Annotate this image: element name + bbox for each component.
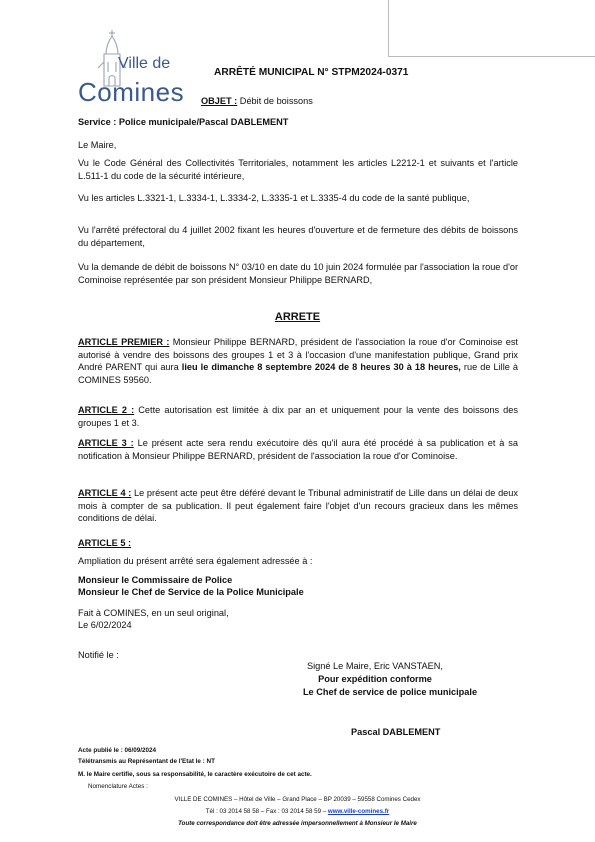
article-3 [78, 437, 518, 462]
article-1-label: ARTICLE PREMIER : [78, 337, 170, 347]
vu-paragraph-4: Vu la demande de débit de boissons N° 03/10 en date du 10 juin 2024 formulée par l'association la roue d'or Cominoise représentée par son président Monsieur Philippe BERNARD, [78, 262, 518, 285]
article-2-label: ARTICLE 2 : [78, 405, 135, 415]
footer-phone-fax: Tél : 03 2014 58 58 – Fax : 03 2014 58 59 – [205, 808, 328, 815]
fait-date: Le 6/02/2024 [78, 620, 132, 630]
footer-address: VILLE DE COMINES – Hôtel de Ville – Grand Place – BP 20039 – 59558 Comines Cedex [174, 796, 421, 803]
article-5-label: ARTICLE 5 : [78, 538, 132, 548]
vu-paragraph-1: Vu le Code Général des Collectivités Territoriales, notamment les articles L2212-1 et suivants et l'article L.511-1 du code de la sécurité intérieure, [78, 158, 518, 181]
footer-nomenclature: Nomenclature Actes : [88, 783, 148, 790]
city-logo [74, 22, 204, 110]
notifie-line: Notifié le : [78, 650, 119, 660]
arrete-heading: ARRETE [274, 311, 321, 323]
maire-line: Le Maire, [78, 140, 117, 150]
article-4-label: ARTICLE 4 : [78, 488, 132, 498]
article-5-text: Ampliation du présent arrêté sera également adressée à : [78, 556, 313, 566]
signature-line-1: Signé Le Maire, Eric VANSTAEN, [307, 661, 443, 671]
signature-line-2: Pour expédition conforme [318, 674, 432, 684]
vu-paragraph-2: Vu les articles L.3321-1, L.3334-1, L.3334-2, L.3335-1 et L.3335-4 du code de la santé publique, [78, 193, 470, 203]
footer-certifie: M. le Maire certifie, sous sa responsabilité, le caractère exécutoire de cet acte. [78, 771, 312, 778]
article-1-text: Monsieur Philippe BERNARD, président de l'association la roue d'or Cominoise est autorisé à vendre des boissons des groupes 1 et 3 à l'occasion d'une manifestation publique, Grand prix André PARENT qui aura [78, 337, 518, 372]
service-line: Service : Police municipale/Pascal DABLEMENT [78, 117, 289, 127]
logo-line1: Ville de [118, 55, 171, 72]
vu-paragraph-3: Vu l'arrêté préfectoral du 4 juillet 2002 fixant les heures d'ouverture et de fermeture des débits de boissons du département, [78, 225, 518, 248]
article-4-text: Le présent acte peut être déféré devant le Tribunal administratif de Lille dans un délai de deux mois à compter de sa publication. Il peut également faire l'objet d'un recours gracieux dans les mêmes conditions de délai. [78, 488, 518, 523]
article-3-text: Le présent acte sera rendu exécutoire dès qu'il aura été procédé à sa publication et à sa notification à Monsieur Philippe BERNARD, président de l'association la roue d'or Cominoise. [78, 438, 518, 461]
article-2-text: Cette autorisation est limitée à dix par an et uniquement pour la vente des boissons des groupes 1 et 3. [78, 405, 518, 428]
page-title: ARRÊTÉ MUNICIPAL N° STPM2024-0371 [214, 67, 409, 78]
recipient-1: Monsieur le Commissaire de Police [78, 575, 233, 585]
article-1-date: lieu le dimanche 8 septembre 2024 de 8 heures 30 à 18 heures, [181, 362, 461, 372]
stamp-box [388, 0, 595, 57]
footer-contact [0, 808, 595, 817]
objet-line [201, 96, 313, 106]
website-link[interactable]: www.ville-comines.fr [327, 808, 390, 815]
fait-line: Fait à COMINES, en un seul original, [78, 608, 229, 618]
footer-publie: Acte publié le : 06/09/2024 [78, 747, 157, 754]
logo-line2: Comines [78, 77, 185, 107]
article-3-label: ARTICLE 3 : [78, 438, 134, 448]
footer-teletransmis: Télétransmis au Représentant de l'Etat le : NT [78, 758, 215, 765]
article-2 [78, 404, 518, 429]
article-4 [78, 487, 518, 525]
recipient-2: Monsieur le Chef de Service de la Police Municipale [78, 587, 304, 597]
signature-line-3: Le Chef de service de police municipale [302, 687, 478, 697]
article-1-place: rue de Lille à COMINES 59560. [78, 362, 518, 385]
objet-value: Débit de boissons [237, 96, 313, 106]
objet-label: OBJET : [201, 96, 238, 106]
article-1 [78, 336, 518, 386]
signatory-name: Pascal DABLEMENT [351, 727, 441, 737]
footer-notice: Toute correspondance doit être adressée impersonnellement à Monsieur le Maire [178, 820, 417, 827]
